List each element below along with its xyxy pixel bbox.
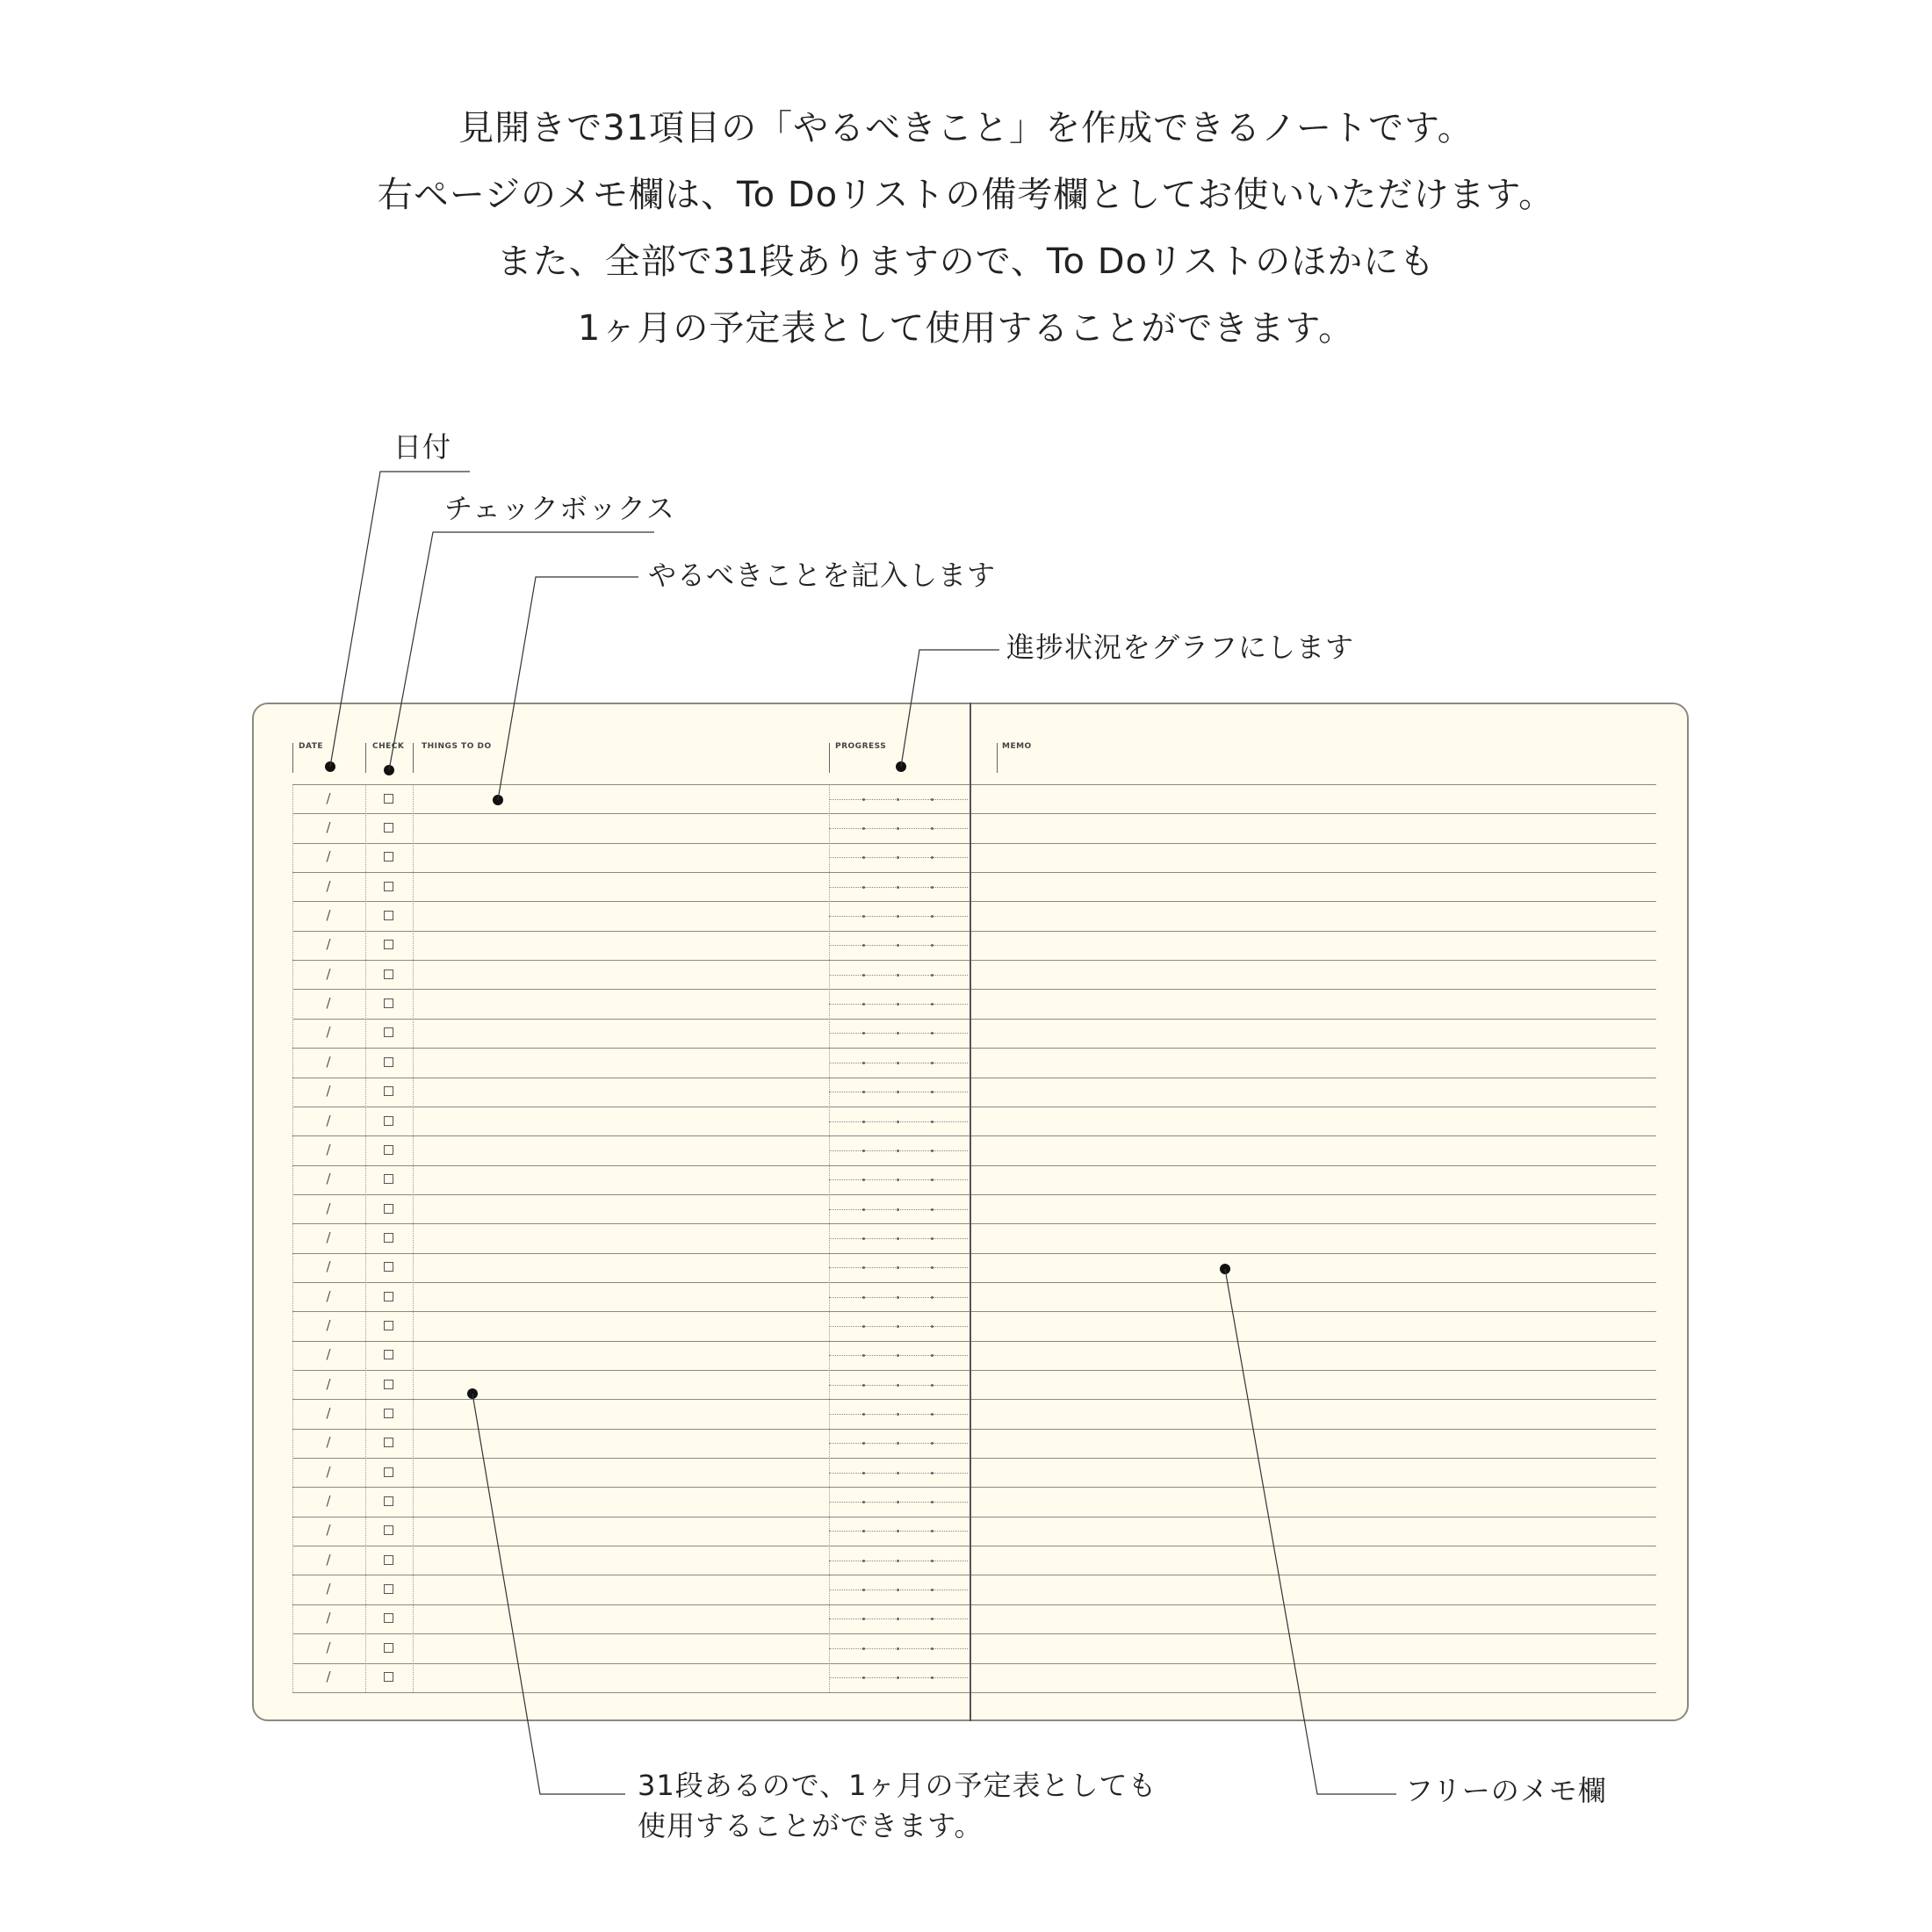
row-rule-left [292,1458,970,1459]
date-slash: / [326,789,331,806]
progress-tick [931,1150,934,1152]
checkbox-icon [384,1467,393,1477]
marker-dot-progress [896,761,906,772]
checkbox-icon [384,882,393,891]
marker-dot-date [325,761,335,772]
progress-tick [897,1384,899,1387]
column-guide [292,784,293,1692]
progress-tick [897,1413,899,1416]
date-slash: / [326,819,331,836]
progress-tick [862,1237,865,1240]
checkbox-icon [384,1086,393,1096]
marker-dot-things [493,795,503,805]
checkbox-icon [384,1525,393,1535]
progress-tick [862,1647,865,1650]
row-rule-right [971,1048,1656,1049]
checkbox-icon [384,1643,393,1653]
row-rule-left [292,1311,970,1312]
checkbox-icon [384,1057,393,1067]
intro-line-4: 1ヶ月の予定表として使用することができます。 [577,308,1355,349]
progress-tick [862,886,865,889]
row-rule-right [971,1429,1656,1430]
progress-tick [931,1384,934,1387]
intro-line-3: また、全部で31段ありますので、To Doリストのほかにも [496,242,1436,282]
progress-tick [931,886,934,889]
date-slash: / [326,965,331,982]
callout-memo: フリーのメモ欄 [1405,1774,1607,1807]
progress-tick [897,1296,899,1299]
checkbox-icon [384,1555,393,1565]
row-rule-left [292,1429,970,1430]
column-guide [365,784,366,1692]
progress-tick [897,1062,899,1064]
date-slash: / [326,848,331,865]
progress-tick [897,1208,899,1211]
date-slash: / [326,1375,331,1392]
row-rule-left [292,1253,970,1254]
row-rule-right [971,901,1656,902]
checkbox-icon [384,1145,393,1155]
header-progress: PROGRESS [835,742,887,751]
progress-tick [862,1325,865,1328]
row-rule-right [971,1311,1656,1312]
progress-tick [862,1472,865,1474]
checkbox-icon [384,1584,393,1594]
progress-tick [862,1413,865,1416]
progress-tick [862,1121,865,1123]
progress-tick [931,974,934,977]
date-slash: / [326,1024,331,1041]
checkbox-icon [384,1496,393,1506]
checkbox-icon [384,1027,393,1037]
row-rule-right [971,1370,1656,1371]
row-rule-left [292,989,970,990]
date-slash: / [326,1112,331,1128]
row-rule-right [971,813,1656,814]
progress-tick [931,1208,934,1211]
row-rule-left [292,1019,970,1020]
date-slash: / [326,1669,331,1685]
row-rule-right [971,1194,1656,1195]
header-separator [292,743,293,773]
callout-schedule-line-2: 使用することができます。 [638,1809,984,1842]
header-check: CHECK [372,742,405,751]
date-slash: / [326,1258,331,1275]
checkbox-icon [384,852,393,861]
intro-text [0,95,1932,362]
marker-dot-check [384,765,394,775]
date-slash: / [326,1141,331,1157]
row-rule-left [292,1048,970,1049]
date-slash: / [326,1434,331,1451]
progress-tick [897,1150,899,1152]
header-memo: MEMO [1002,742,1032,751]
checkbox-icon [384,998,393,1008]
progress-tick [931,1121,934,1123]
row-rule-right [971,1487,1656,1488]
callout-things: やるべきことを記入します [648,559,997,592]
row-rule-left [292,872,970,873]
progress-tick [897,1647,899,1650]
header-things: THINGS TO DO [422,742,492,751]
intro-line-1: 見開きで31項目の「やるべきこと」を作成できるノートです。 [458,108,1474,148]
header-separator [413,743,414,773]
progress-tick [931,1062,934,1064]
progress-tick [897,798,899,801]
progress-tick [931,1296,934,1299]
checkbox-icon [384,1409,393,1418]
row-rule-left [292,843,970,844]
checkbox-icon [384,1116,393,1126]
row-rule-right [971,1604,1656,1605]
row-rule-left [292,1604,970,1605]
checkbox-icon [384,1380,393,1389]
checkbox-icon [384,1174,393,1184]
row-rule-right [971,989,1656,990]
date-slash: / [326,1346,331,1363]
date-slash: / [326,1610,331,1626]
checkbox-icon [384,1672,393,1682]
row-rule-left [292,1165,970,1166]
intro-line-2: 右ページのメモ欄は、To Doリストの備考欄としてお使いいただけます。 [377,175,1555,215]
checkbox-icon [384,911,393,920]
checkbox-icon [384,1350,393,1359]
date-slash: / [326,1405,331,1422]
row-rule-left [292,931,970,932]
row-rule-left [292,784,970,785]
progress-tick [897,1472,899,1474]
row-rule-right [971,843,1656,844]
row-rule-right [971,1019,1656,1020]
date-slash: / [326,1639,331,1655]
row-rule-left [292,1282,970,1283]
row-rule-right [971,1692,1656,1693]
row-rule-left [292,901,970,902]
row-rule-right [971,1663,1656,1664]
progress-tick [862,1384,865,1387]
row-rule-left [292,1370,970,1371]
row-rule-left [292,1399,970,1400]
row-rule-left [292,1341,970,1342]
progress-tick [931,1237,934,1240]
checkbox-icon [384,1204,393,1214]
row-rule-left [292,1633,970,1634]
progress-tick [897,974,899,977]
checkbox-icon [384,1262,393,1272]
row-rule-left [292,1692,970,1693]
row-rule-left [292,813,970,814]
row-rule-right [971,1341,1656,1342]
date-slash: / [326,1316,331,1333]
date-slash: / [326,1493,331,1510]
row-rule-left [292,1487,970,1488]
row-rule-right [971,931,1656,932]
callout-progress: 進捗状況をグラフにします [1006,631,1355,664]
column-guide [413,784,414,1692]
row-rule-right [971,1633,1656,1634]
marker-dot-memo [1220,1264,1230,1274]
progress-tick [862,1296,865,1299]
date-slash: / [326,1522,331,1539]
header-separator [829,743,830,773]
date-slash: / [326,907,331,924]
row-rule-right [971,1253,1656,1254]
row-rule-right [971,1282,1656,1283]
row-rule-left [292,1135,970,1136]
date-slash: / [326,1287,331,1304]
row-rule-left [292,1223,970,1224]
progress-tick [931,1325,934,1328]
progress-tick [862,1150,865,1152]
checkbox-icon [384,1321,393,1330]
row-rule-right [971,1458,1656,1459]
checkbox-icon [384,1292,393,1301]
progress-tick [897,827,899,830]
row-rule-right [971,784,1656,785]
date-slash: / [326,1551,331,1568]
row-rule-right [971,872,1656,873]
progress-tick [862,798,865,801]
notebook-spine [970,703,971,1721]
header-date: DATE [299,742,324,751]
checkbox-icon [384,823,393,833]
callout-schedule-line-1: 31段あるので、1ヶ月の予定表としても [638,1769,1157,1802]
checkbox-icon [384,1438,393,1447]
progress-tick [931,1413,934,1416]
row-rule-right [971,1223,1656,1224]
progress-tick [862,974,865,977]
row-rule-left [292,1194,970,1195]
progress-tick [862,1560,865,1562]
progress-tick [897,1237,899,1240]
progress-tick [897,1121,899,1123]
progress-tick [931,1472,934,1474]
checkbox-icon [384,1613,393,1623]
row-rule-right [971,1165,1656,1166]
progress-tick [931,827,934,830]
callout-checkbox: チェックボックス [444,492,675,525]
date-slash: / [326,877,331,894]
progress-tick [862,1062,865,1064]
row-rule-right [971,1399,1656,1400]
date-slash: / [326,1053,331,1070]
row-rule-left [292,960,970,961]
date-slash: / [326,995,331,1012]
progress-tick [897,886,899,889]
progress-tick [931,1647,934,1650]
date-slash: / [326,1581,331,1597]
progress-tick [897,1325,899,1328]
header-separator [365,743,366,773]
date-slash: / [326,1200,331,1216]
callout-date: 日付 [393,430,452,464]
date-slash: / [326,1171,331,1187]
callout-schedule [638,1765,1157,1846]
progress-tick [931,1560,934,1562]
row-rule-left [292,1663,970,1664]
date-slash: / [326,1463,331,1480]
date-slash: / [326,1229,331,1245]
date-slash: / [326,1083,331,1099]
checkbox-icon [384,970,393,979]
marker-dot-schedule [467,1388,478,1399]
row-rule-right [971,960,1656,961]
row-rule-right [971,1135,1656,1136]
progress-tick [931,798,934,801]
progress-tick [862,1208,865,1211]
checkbox-icon [384,794,393,804]
progress-tick [897,1560,899,1562]
progress-tick [862,827,865,830]
date-slash: / [326,936,331,953]
checkbox-icon [384,940,393,949]
checkbox-icon [384,1233,393,1243]
header-separator [997,743,998,773]
